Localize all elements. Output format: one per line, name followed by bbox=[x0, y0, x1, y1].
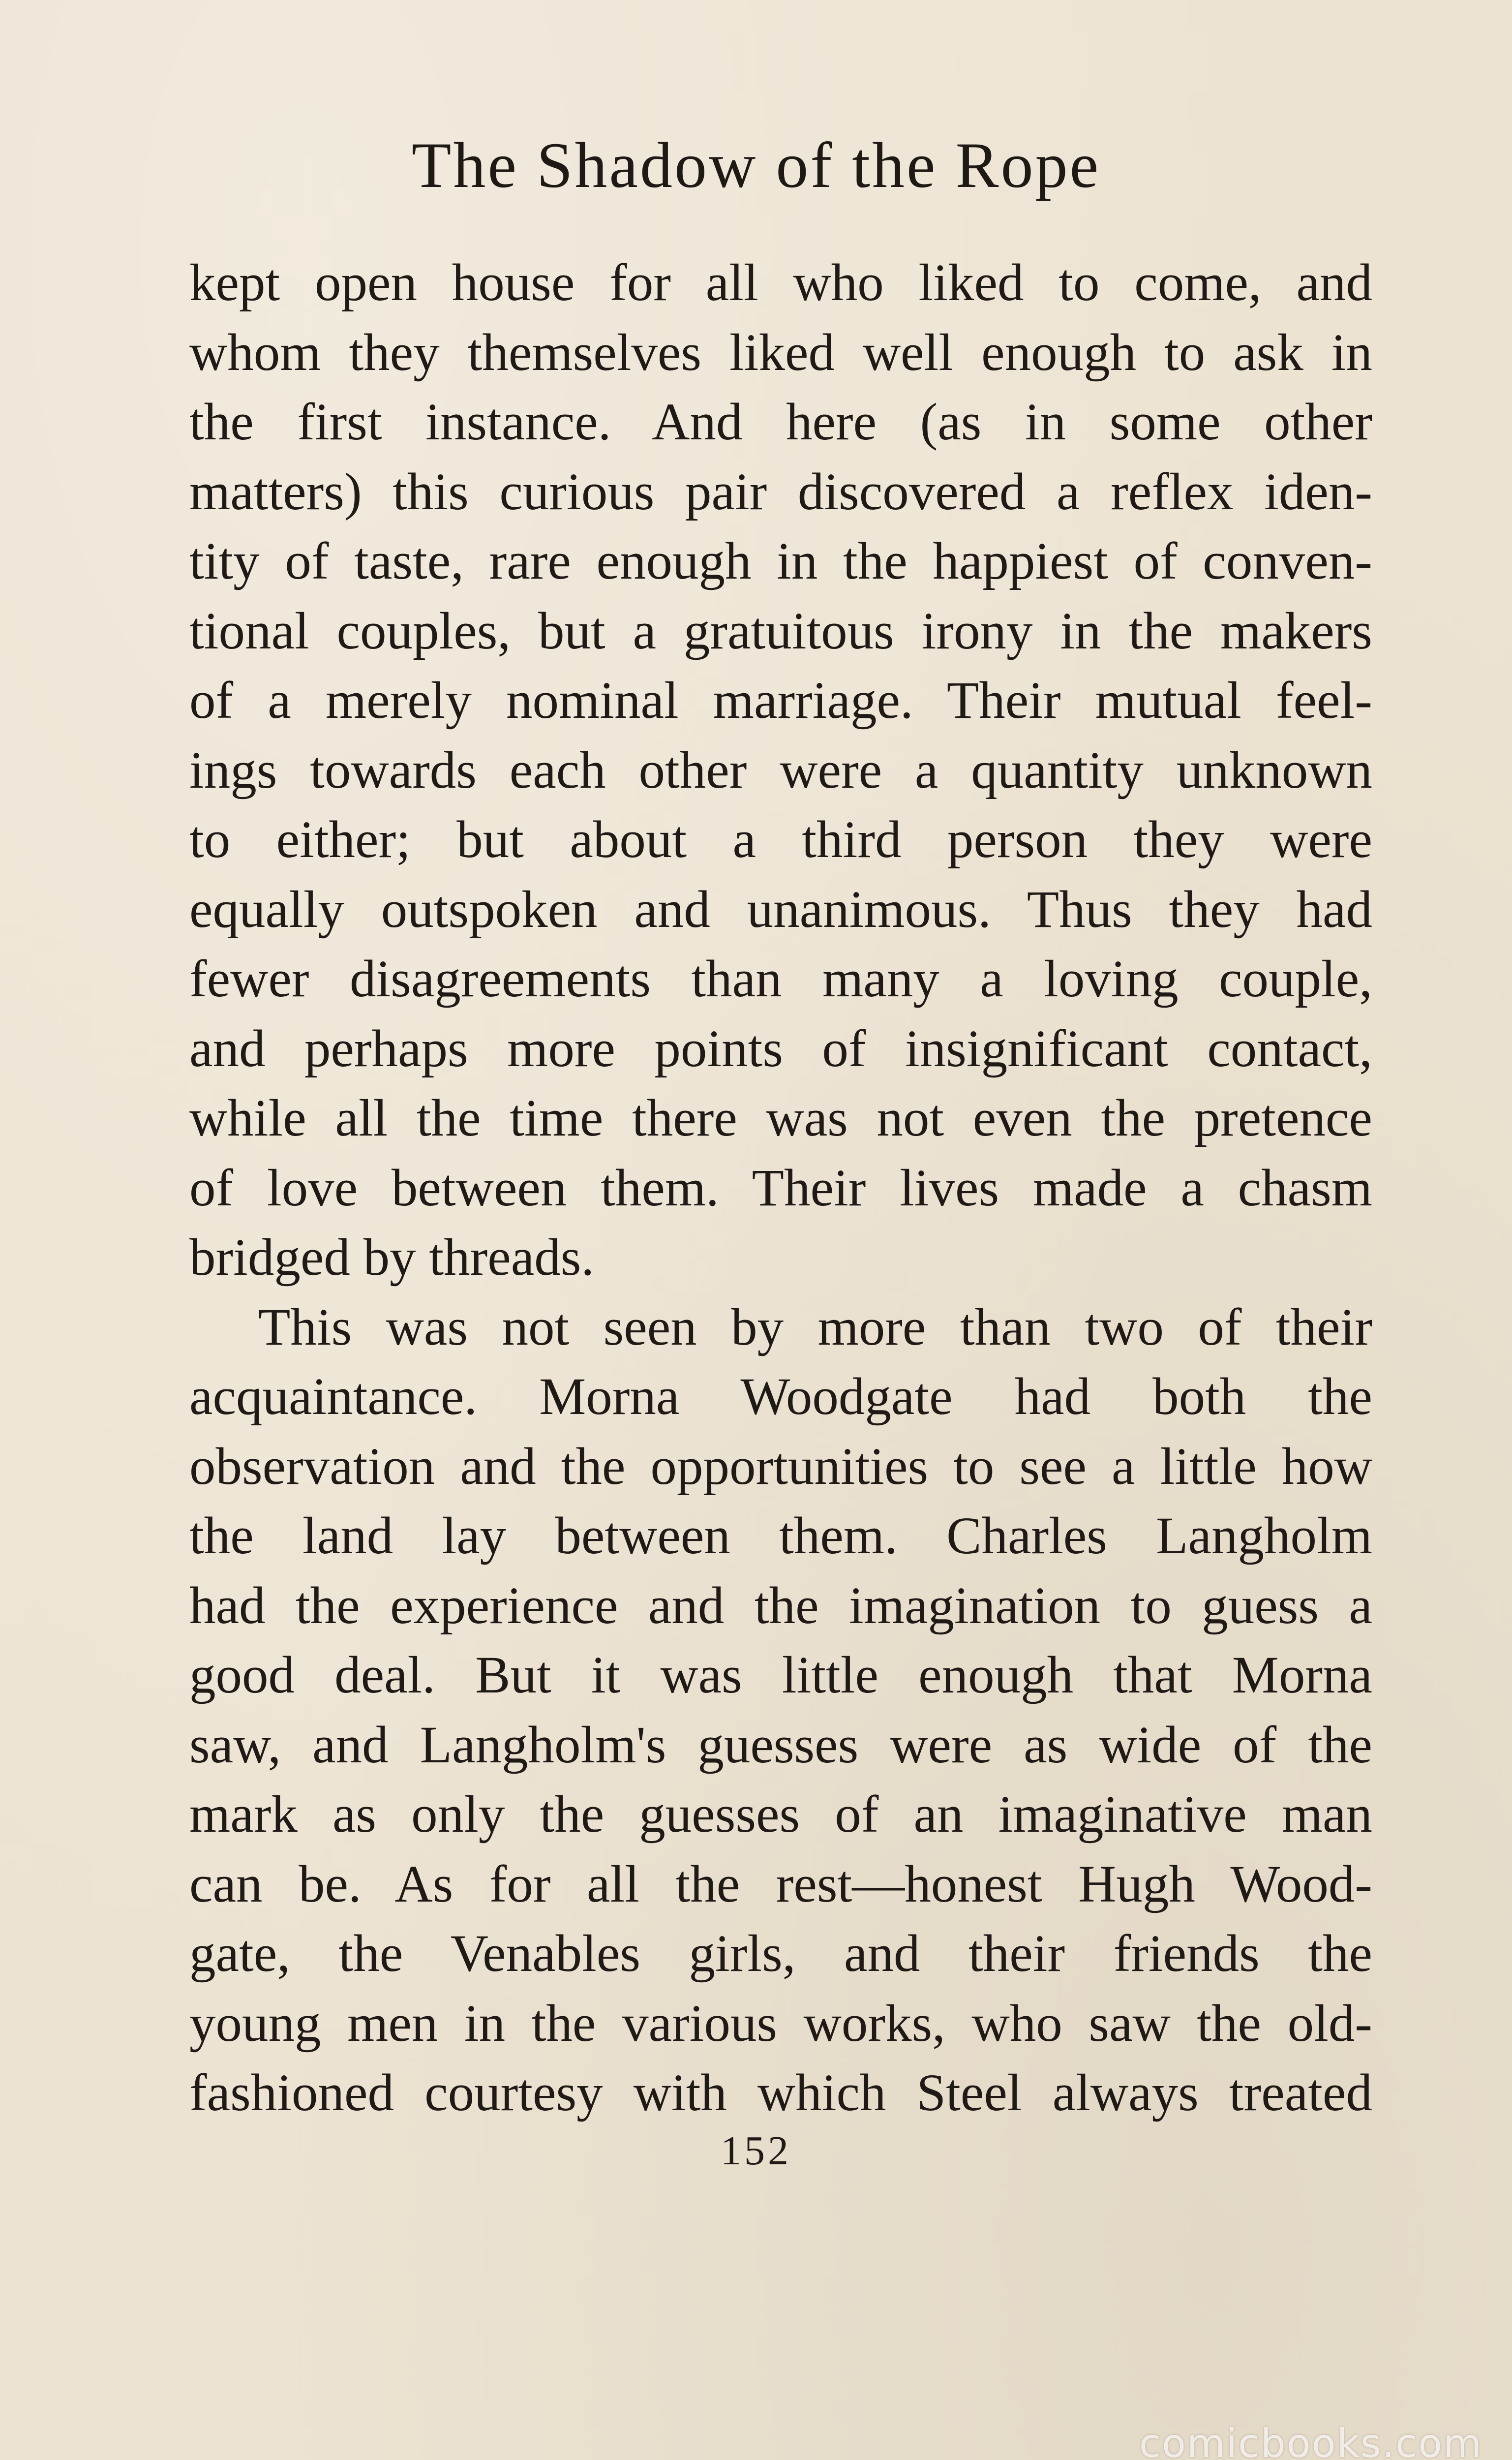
text-line: had the experience and the imagination to guess a bbox=[189, 1576, 1372, 1635]
text-line: while all the time there was not even the pretence bbox=[189, 1089, 1372, 1147]
text-line: and perhaps more points of insignificant contact, bbox=[189, 1019, 1372, 1078]
watermark: comicbooks.com bbox=[1139, 2421, 1482, 2460]
text-line: mark as only the guesses of an imaginative man bbox=[189, 1785, 1372, 1844]
text-line: of love between them. Their lives made a chasm bbox=[189, 1159, 1372, 1217]
paragraph-start-line: This was not seen by more than two of their bbox=[258, 1298, 1372, 1356]
text-line: matters) this curious pair discovered a reflex iden- bbox=[189, 462, 1372, 521]
text-line: of a merely nominal marriage. Their mutual feel- bbox=[189, 672, 1372, 730]
text-line: can be. As for all the rest—honest Hugh Wood- bbox=[189, 1855, 1372, 1913]
text-line: kept open house for all who liked to come, and bbox=[189, 254, 1372, 312]
text-line: the land lay between them. Charles Langholm bbox=[189, 1507, 1372, 1565]
text-line: good deal. But it was little enough that Morna bbox=[189, 1646, 1372, 1704]
text-line: acquaintance. Morna Woodgate had both the bbox=[189, 1368, 1372, 1426]
body-text bbox=[189, 248, 1372, 2128]
text-line: to either; but about a third person they were bbox=[189, 811, 1372, 869]
text-line: saw, and Langholm's guesses were as wide of the bbox=[189, 1716, 1372, 1774]
text-line: fewer disagreements than many a loving couple, bbox=[189, 950, 1372, 1008]
text-line: fashioned courtesy with which Steel always treated bbox=[189, 2064, 1372, 2122]
text-line: whom they themselves liked well enough to ask in bbox=[189, 323, 1372, 382]
paragraph-end-line: bridged by threads. bbox=[189, 1229, 595, 1287]
text-line: the first instance. And here (as in some other bbox=[189, 393, 1372, 451]
text-line: tity of taste, rare enough in the happiest of conven- bbox=[189, 532, 1372, 590]
running-head: The Shadow of the Rope bbox=[411, 129, 1101, 201]
text-line: equally outspoken and unanimous. Thus they had bbox=[189, 880, 1372, 939]
text-line: ings towards each other were a quantity unknown bbox=[189, 741, 1372, 800]
page-number: 152 bbox=[721, 2128, 791, 2174]
text-line: observation and the opportunities to see a little how bbox=[189, 1437, 1372, 1496]
text-line: tional couples, but a gratuitous irony in the makers bbox=[189, 602, 1372, 660]
text-line: gate, the Venables girls, and their friends the bbox=[189, 1925, 1372, 1983]
text-line: young men in the various works, who saw the old- bbox=[189, 1994, 1372, 2053]
